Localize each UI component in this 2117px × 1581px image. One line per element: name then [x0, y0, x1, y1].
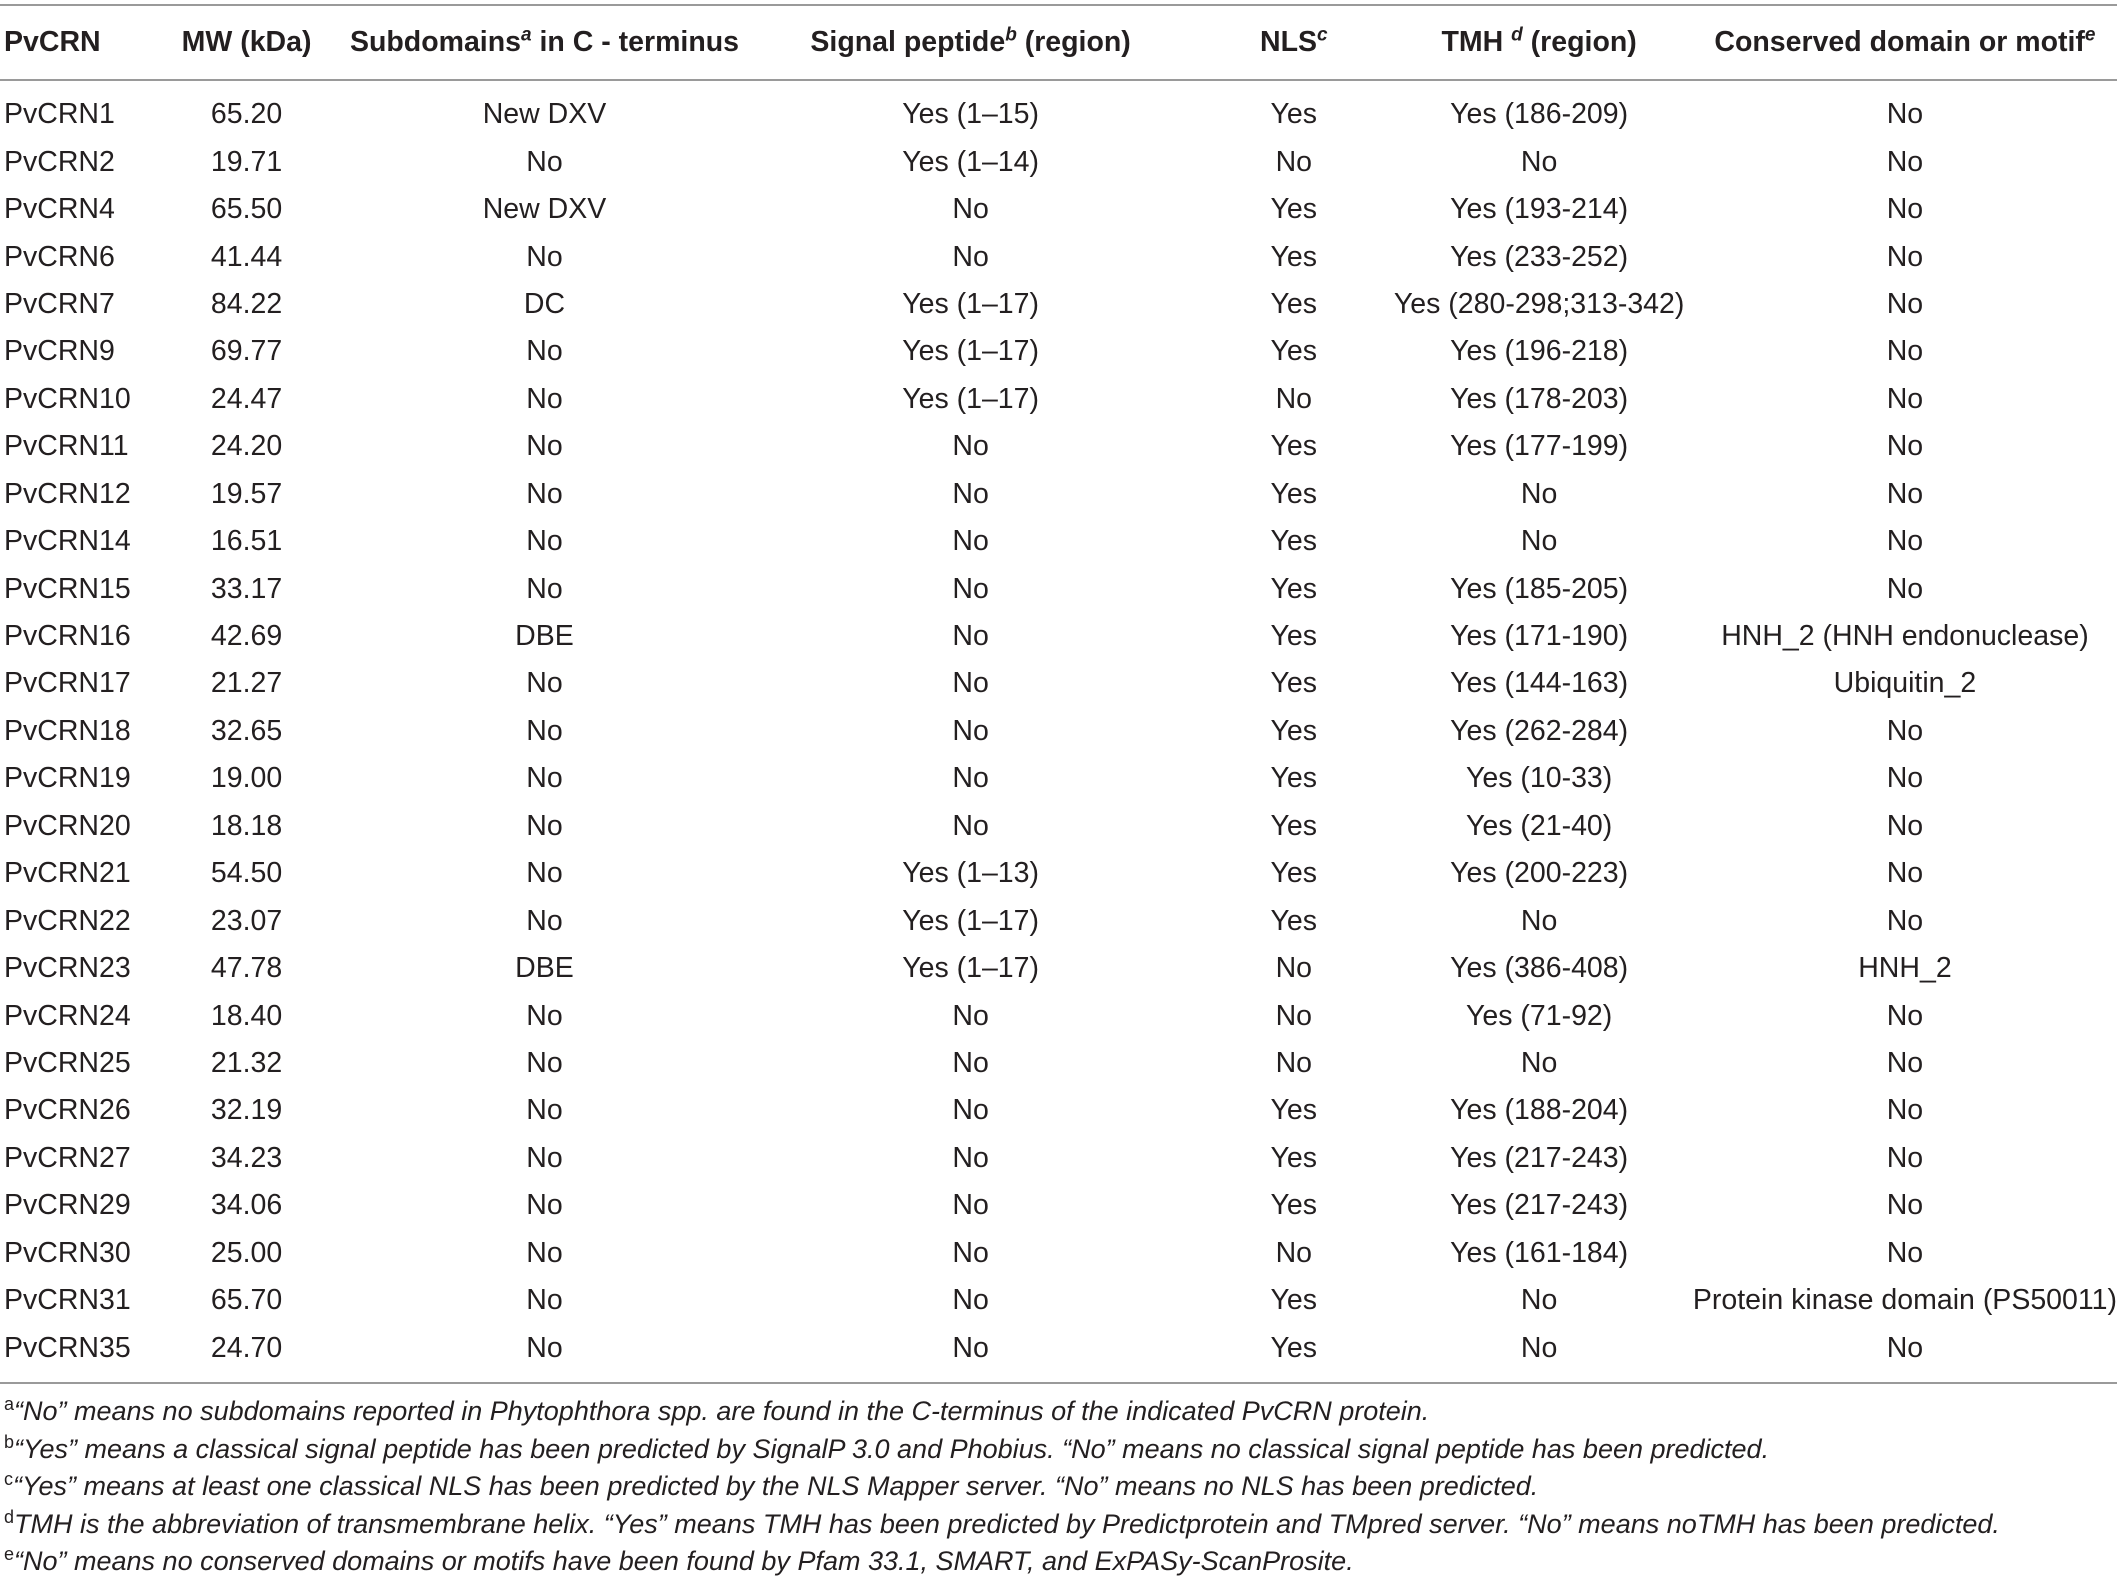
cell-nls: Yes: [1270, 98, 1318, 131]
cell-signal-peptide: No: [952, 1284, 989, 1317]
cell-mw: 24.20: [210, 430, 283, 463]
cell-nls: Yes: [1270, 193, 1318, 226]
cell-pvcrn: PvCRN14: [4, 525, 131, 558]
cell-subdomains: No: [526, 1046, 563, 1079]
cell-signal-peptide: No: [952, 667, 989, 700]
cell-tmh: Yes (186-209): [1450, 98, 1629, 131]
cell-pvcrn: PvCRN19: [4, 762, 131, 795]
cell-signal-peptide: No: [952, 1094, 989, 1127]
cell-tmh: Yes (196-218): [1450, 335, 1629, 368]
cell-pvcrn: PvCRN15: [4, 572, 131, 605]
cell-nls: Yes: [1270, 240, 1318, 273]
cell-pvcrn: PvCRN25: [4, 1046, 131, 1079]
cell-mw: 41.44: [210, 240, 283, 273]
cell-tmh: Yes (10-33): [1465, 762, 1613, 795]
cell-tmh: Yes (71-92): [1465, 999, 1613, 1032]
table-row: [0, 471, 2117, 518]
header-conserved-text: Conserved domain or motif: [1714, 26, 2085, 58]
table-row: [0, 850, 2117, 897]
header-conserved-domain: [1693, 5, 2117, 80]
cell-pvcrn: PvCRN11: [4, 430, 129, 463]
cell-nls: No: [1275, 1046, 1312, 1079]
table-row: [0, 1277, 2117, 1324]
cell-nls: No: [1275, 1236, 1312, 1269]
cell-tmh: No: [1385, 1324, 1693, 1382]
cell-signal-peptide: Yes (1–15): [902, 98, 1039, 131]
cell-signal-peptide: No: [952, 1141, 989, 1174]
table-body: [0, 80, 2117, 1383]
table-row: [0, 660, 2117, 707]
cell-tmh: Yes (178-203): [1450, 382, 1629, 415]
header-tmh-text: TMH: [1441, 26, 1512, 58]
pvcrn-table: [0, 4, 2117, 1384]
table-row: [0, 138, 2117, 185]
cell-subdomains: No: [526, 382, 563, 415]
cell-conserved-domain: No: [1886, 287, 1924, 320]
cell-subdomains: No: [526, 477, 563, 510]
cell-subdomains: No: [526, 572, 563, 605]
cell-subdomains: No: [526, 809, 563, 842]
cell-pvcrn: PvCRN17: [4, 667, 131, 700]
cell-signal-peptide: No: [952, 430, 989, 463]
footnote-text: “Yes” means at least one classical NLS has been predicted by the NLS Mapper server. “No” means no NLS has been predicted.: [13, 1471, 1539, 1501]
footnote-text: “No” means no subdomains reported in Phytophthora spp. are found in the C-terminus of the indicated PvCRN protein.: [14, 1396, 1430, 1426]
cell-mw: 16.51: [210, 525, 283, 558]
cell-pvcrn: PvCRN18: [4, 714, 131, 747]
cell-nls: Yes: [1270, 1141, 1318, 1174]
header-pvcrn: [0, 5, 143, 80]
table-row: [0, 945, 2117, 992]
cell-nls: Yes: [1270, 620, 1318, 653]
cell-conserved-domain: No: [1886, 382, 1924, 415]
cell-pvcrn: PvCRN26: [4, 1094, 131, 1127]
cell-signal-peptide: No: [739, 1324, 1202, 1382]
table-row: [0, 233, 2117, 280]
cell-subdomains: No: [526, 904, 563, 937]
cell-conserved-domain: No: [1886, 809, 1924, 842]
cell-conserved-domain: No: [1886, 335, 1924, 368]
header-row: [0, 5, 2117, 80]
footnote-text: “No” means no conserved domains or motifs have been found by Pfam 33.1, SMART, and ExPASy-ScanProsite.: [14, 1546, 1354, 1576]
cell-pvcrn: PvCRN22: [4, 904, 131, 937]
header-signal-peptide: [739, 5, 1202, 80]
table-row: [0, 1040, 2117, 1087]
cell-tmh: Yes (386-408): [1450, 952, 1629, 985]
cell-signal-peptide: No: [952, 1189, 989, 1222]
table-row: [0, 1135, 2117, 1182]
cell-conserved-domain: No: [1886, 1141, 1924, 1174]
header-subdomains-text: Subdomains: [349, 26, 521, 58]
header-subdomains: [350, 5, 739, 80]
cell-nls: Yes: [1270, 904, 1318, 937]
cell-mw: 19.00: [210, 762, 283, 795]
cell-tmh: No: [1520, 525, 1558, 558]
header-pvcrn-text: PvCRN: [4, 26, 101, 58]
cell-pvcrn: PvCRN20: [4, 809, 131, 842]
cell-signal-peptide: No: [952, 240, 989, 273]
cell-nls: No: [1275, 999, 1312, 1032]
cell-mw: 24.47: [210, 382, 283, 415]
cell-mw: 65.50: [210, 193, 283, 226]
cell-conserved-domain: No: [1886, 240, 1924, 273]
table-row: [0, 423, 2117, 470]
cell-signal-peptide: Yes (1–17): [902, 904, 1039, 937]
cell-nls: Yes: [1270, 430, 1318, 463]
cell-mw: 33.17: [210, 572, 283, 605]
table-row: [0, 897, 2117, 944]
cell-tmh: Yes (217-243): [1450, 1189, 1629, 1222]
cell-signal-peptide: No: [952, 1236, 989, 1269]
footnote-mark: a: [4, 1394, 15, 1414]
cell-tmh: No: [1520, 477, 1558, 510]
cell-mw: 42.69: [210, 620, 283, 653]
cell-tmh: Yes (177-199): [1450, 430, 1629, 463]
cell-signal-peptide: No: [952, 714, 989, 747]
cell-mw: 69.77: [210, 335, 283, 368]
header-nls-mark: c: [1317, 24, 1328, 46]
footnote-mark: c: [4, 1469, 13, 1489]
cell-conserved-domain: Protein kinase domain (PS50011): [1692, 1284, 2117, 1317]
cell-mw: 34.23: [210, 1141, 283, 1174]
footnote-text: TMH is the abbreviation of transmembrane helix. “Yes” means TMH has been predicted by Predictprotein and TMpred server. “No” means noTMH has been predicted.: [14, 1508, 2000, 1539]
cell-pvcrn: PvCRN9: [4, 335, 115, 368]
cell-conserved-domain: No: [1886, 714, 1924, 747]
cell-pvcrn: PvCRN2: [4, 145, 115, 178]
footnote: [4, 1506, 2114, 1544]
header-signal-mark: b: [1005, 24, 1017, 46]
table-row: [0, 1087, 2117, 1134]
header-tmh-suffix: (region): [1522, 26, 1637, 58]
cell-nls: Yes: [1270, 525, 1318, 558]
cell-mw: 34.06: [210, 1189, 283, 1222]
cell-nls: Yes: [1270, 857, 1318, 890]
cell-subdomains: No: [526, 762, 563, 795]
cell-subdomains: DC: [523, 287, 566, 320]
cell-signal-peptide: Yes (1–17): [902, 335, 1039, 368]
cell-conserved-domain: No: [1886, 999, 1924, 1032]
cell-nls: Yes: [1270, 762, 1318, 795]
cell-tmh: Yes (171-190): [1450, 620, 1629, 653]
header-signal-suffix: (region): [1016, 26, 1131, 58]
cell-pvcrn: PvCRN16: [4, 620, 131, 653]
cell-subdomains: No: [526, 857, 563, 890]
cell-conserved-domain: No: [1886, 145, 1924, 178]
cell-conserved-domain: No: [1886, 1189, 1924, 1222]
table-row: [0, 755, 2117, 802]
table-row: [0, 565, 2117, 612]
table-row: [0, 1230, 2117, 1277]
cell-conserved-domain: No: [1886, 193, 1924, 226]
table-row: [0, 1182, 2117, 1229]
cell-tmh: Yes (144-163): [1450, 667, 1629, 700]
table-row: [0, 992, 2117, 1039]
cell-signal-peptide: No: [952, 999, 989, 1032]
cell-conserved-domain: No: [1886, 477, 1924, 510]
header-nls: [1202, 5, 1385, 80]
footnote-mark: e: [4, 1544, 15, 1564]
cell-nls: No: [1275, 145, 1312, 178]
cell-pvcrn: PvCRN6: [4, 240, 115, 273]
cell-pvcrn: PvCRN24: [4, 999, 131, 1032]
footnote-mark: b: [4, 1431, 15, 1452]
cell-tmh: No: [1520, 145, 1558, 178]
cell-mw: 23.07: [210, 904, 283, 937]
cell-conserved-domain: HNH_2: [1858, 952, 1952, 985]
cell-subdomains: No: [526, 1094, 563, 1127]
cell-nls: Yes: [1270, 287, 1318, 320]
cell-pvcrn: PvCRN29: [4, 1189, 131, 1222]
cell-subdomains: No: [526, 525, 563, 558]
cell-mw: 19.57: [210, 477, 283, 510]
cell-mw: 32.65: [210, 714, 283, 747]
cell-subdomains: DBE: [515, 620, 574, 653]
table-row: [0, 518, 2117, 565]
cell-pvcrn: PvCRN7: [4, 287, 115, 320]
footnote: [4, 1393, 2114, 1431]
cell-nls: Yes: [1270, 1189, 1318, 1222]
header-mw: [143, 5, 350, 80]
header-signal-text: Signal peptide: [810, 26, 1006, 58]
cell-mw: 21.32: [210, 1046, 283, 1079]
table-row: [0, 803, 2117, 850]
cell-pvcrn: PvCRN27: [4, 1141, 131, 1174]
cell-pvcrn: PvCRN12: [4, 477, 131, 510]
cell-nls: Yes: [1270, 335, 1318, 368]
cell-signal-peptide: No: [952, 572, 989, 605]
cell-pvcrn: PvCRN30: [4, 1236, 131, 1269]
footnote-text: “Yes” means a classical signal peptide has been predicted by SignalP 3.0 and Phobius. “No” means no classical signal peptide has been predicted.: [14, 1433, 1770, 1464]
cell-pvcrn: PvCRN10: [4, 382, 131, 415]
cell-nls: No: [1275, 382, 1312, 415]
cell-subdomains: New DXV: [482, 98, 607, 131]
table-row: [0, 186, 2117, 233]
cell-tmh: Yes (188-204): [1450, 1094, 1629, 1127]
cell-signal-peptide: No: [952, 1046, 989, 1079]
footnote: [4, 1431, 2114, 1469]
cell-signal-peptide: Yes (1–17): [902, 382, 1039, 415]
cell-mw: 25.00: [210, 1236, 283, 1269]
cell-signal-peptide: Yes (1–17): [902, 952, 1039, 985]
cell-nls: Yes: [1270, 1284, 1318, 1317]
cell-mw: 84.22: [210, 287, 283, 320]
cell-subdomains: No: [526, 1141, 563, 1174]
cell-conserved-domain: No: [1693, 1324, 2117, 1382]
cell-subdomains: New DXV: [482, 193, 607, 226]
cell-mw: 19.71: [210, 145, 283, 178]
footnotes: [4, 1393, 2114, 1581]
cell-mw: 54.50: [210, 857, 283, 890]
cell-nls: Yes: [1270, 667, 1318, 700]
cell-conserved-domain: No: [1886, 904, 1924, 937]
cell-mw: 18.18: [210, 809, 283, 842]
table-row: [0, 1324, 2117, 1382]
cell-mw: 18.40: [210, 999, 283, 1032]
cell-nls: Yes: [1270, 714, 1318, 747]
cell-nls: Yes: [1202, 1324, 1385, 1382]
cell-mw: 21.27: [210, 667, 283, 700]
cell-signal-peptide: No: [952, 620, 989, 653]
cell-tmh: No: [1520, 1284, 1558, 1317]
cell-pvcrn: PvCRN35: [0, 1324, 143, 1382]
cell-tmh: Yes (21-40): [1465, 809, 1613, 842]
cell-conserved-domain: No: [1886, 98, 1924, 131]
cell-tmh: Yes (161-184): [1450, 1236, 1629, 1269]
cell-nls: No: [1275, 952, 1312, 985]
cell-nls: Yes: [1270, 477, 1318, 510]
table-row: [0, 376, 2117, 423]
cell-conserved-domain: No: [1886, 572, 1924, 605]
cell-conserved-domain: No: [1886, 1094, 1924, 1127]
cell-nls: Yes: [1270, 809, 1318, 842]
cell-subdomains: No: [526, 145, 563, 178]
cell-subdomains: No: [526, 335, 563, 368]
cell-subdomains: No: [526, 430, 563, 463]
cell-mw: 65.70: [210, 1284, 283, 1317]
cell-conserved-domain: No: [1886, 430, 1924, 463]
cell-pvcrn: PvCRN1: [4, 98, 115, 131]
cell-pvcrn: PvCRN21: [4, 857, 131, 890]
table-row: [0, 708, 2117, 755]
cell-conserved-domain: No: [1886, 762, 1924, 795]
cell-conserved-domain: No: [1886, 1046, 1924, 1079]
table-row: [0, 328, 2117, 375]
cell-tmh: Yes (185-205): [1450, 572, 1629, 605]
cell-pvcrn: PvCRN31: [4, 1284, 131, 1317]
cell-nls: Yes: [1270, 1094, 1318, 1127]
cell-tmh: Yes (280-298;313-342): [1393, 287, 1685, 320]
cell-mw: 32.19: [210, 1094, 283, 1127]
cell-tmh: No: [1520, 1046, 1558, 1079]
cell-conserved-domain: Ubiquitin_2: [1833, 667, 1977, 700]
cell-conserved-domain: HNH_2 (HNH endonuclease): [1721, 620, 2089, 653]
footnote: [4, 1543, 2114, 1581]
cell-pvcrn: PvCRN23: [4, 952, 131, 985]
cell-tmh: Yes (193-214): [1450, 193, 1629, 226]
cell-mw: 47.78: [210, 952, 283, 985]
cell-subdomains: No: [526, 1236, 563, 1269]
cell-nls: Yes: [1270, 572, 1318, 605]
header-subdomains-mark: a: [520, 24, 532, 46]
cell-conserved-domain: No: [1886, 1236, 1924, 1269]
cell-subdomains: No: [526, 1189, 563, 1222]
cell-signal-peptide: No: [952, 809, 989, 842]
cell-signal-peptide: No: [952, 193, 989, 226]
cell-subdomains: DBE: [515, 952, 574, 985]
cell-mw: 65.20: [210, 98, 283, 131]
cell-pvcrn: PvCRN4: [4, 193, 115, 226]
cell-conserved-domain: No: [1886, 857, 1924, 890]
cell-tmh: Yes (262-284): [1450, 714, 1629, 747]
cell-signal-peptide: No: [952, 525, 989, 558]
cell-conserved-domain: No: [1886, 525, 1924, 558]
table-row: [0, 613, 2117, 660]
header-tmh-mark: d: [1511, 24, 1523, 46]
header-mw-text: MW (kDa): [181, 26, 312, 58]
cell-subdomains: No: [526, 1284, 563, 1317]
cell-tmh: Yes (217-243): [1450, 1141, 1629, 1174]
cell-tmh: Yes (200-223): [1450, 857, 1629, 890]
cell-mw: 24.70: [143, 1324, 350, 1382]
cell-signal-peptide: Yes (1–13): [902, 857, 1039, 890]
header-conserved-mark: e: [2084, 24, 2096, 46]
cell-signal-peptide: Yes (1–14): [902, 145, 1039, 178]
cell-tmh: Yes (233-252): [1450, 240, 1629, 273]
cell-subdomains: No: [526, 714, 563, 747]
cell-signal-peptide: No: [952, 477, 989, 510]
cell-signal-peptide: No: [952, 762, 989, 795]
cell-signal-peptide: Yes (1–17): [902, 287, 1039, 320]
cell-tmh: No: [1520, 904, 1558, 937]
table-row: [0, 281, 2117, 328]
header-nls-text: NLS: [1260, 26, 1317, 58]
cell-subdomains: No: [526, 667, 563, 700]
footnote-mark: d: [4, 1506, 15, 1527]
cell-subdomains: No: [350, 1324, 739, 1382]
header-tmh: [1385, 5, 1693, 80]
footnote: [4, 1468, 2114, 1506]
header-subdomains-suffix: in C - terminus: [531, 26, 739, 58]
table-row: [0, 80, 2117, 138]
cell-subdomains: No: [526, 999, 563, 1032]
cell-subdomains: No: [526, 240, 563, 273]
